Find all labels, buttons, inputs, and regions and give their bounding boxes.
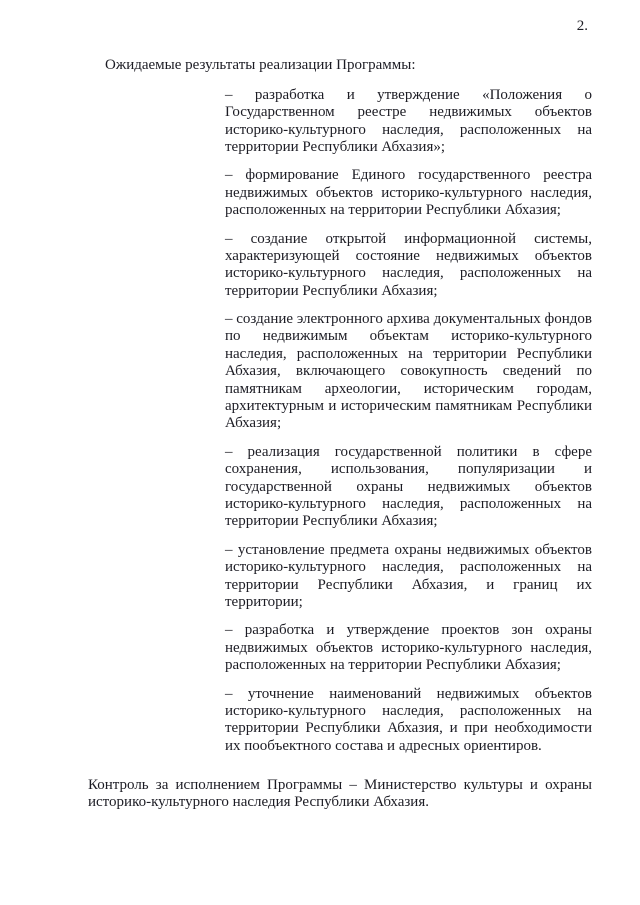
list-item: – разработка и утверждение проектов зон охраны недвижимых объектов историко-культурного наследия, расположенных на территории Республики Абхазия;	[225, 622, 592, 674]
list-item: – уточнение наименований недвижимых объектов историко-культурного наследия, расположенных на территории Республики Абхазия, и при необходимости их пообъектного состава и адресных ориентиров.	[225, 685, 592, 754]
intro-paragraph: Ожидаемые результаты реализации Программы:	[105, 57, 416, 74]
list-item: – создание открытой информационной системы, характеризующей состояние недвижимых объектов историко-культурного наследия, расположенных на территории Республики Абхазия;	[225, 230, 592, 299]
list-item: – создание электронного архива документальных фондов по недвижимым объектам историко-культурного наследия, расположенных на территории Республики Абхазия, включающего совокупность сведений по памятникам археологии, историческим городам, архитектурным и историческим памятникам Республики Абхазия;	[225, 311, 592, 432]
list-item: – установление предмета охраны недвижимых объектов историко-культурного наследия, расположенных на территории Республики Абхазия, и границ их территории;	[225, 541, 592, 610]
list-item: – реализация государственной политики в сфере сохранения, использования, популяризации и государственной охраны недвижимых объектов историко-культурного наследия, расположенных на территории Республики Абхазия;	[225, 443, 592, 530]
list-item: – формирование Единого государственного реестра недвижимых объектов историко-культурного наследия, расположенных на территории Республики Абхазия;	[225, 167, 592, 219]
expected-results-list	[225, 87, 592, 755]
page-number: 2.	[576, 18, 588, 34]
list-item: – разработка и утверждение «Положения о Государственном реестре недвижимых объектов историко-культурного наследия, расположенных на территории Республики Абхазия»;	[225, 86, 592, 155]
control-paragraph: Контроль за исполнением Программы – Министерство культуры и охраны историко-культурного наследия Республики Абхазия.	[88, 777, 592, 811]
